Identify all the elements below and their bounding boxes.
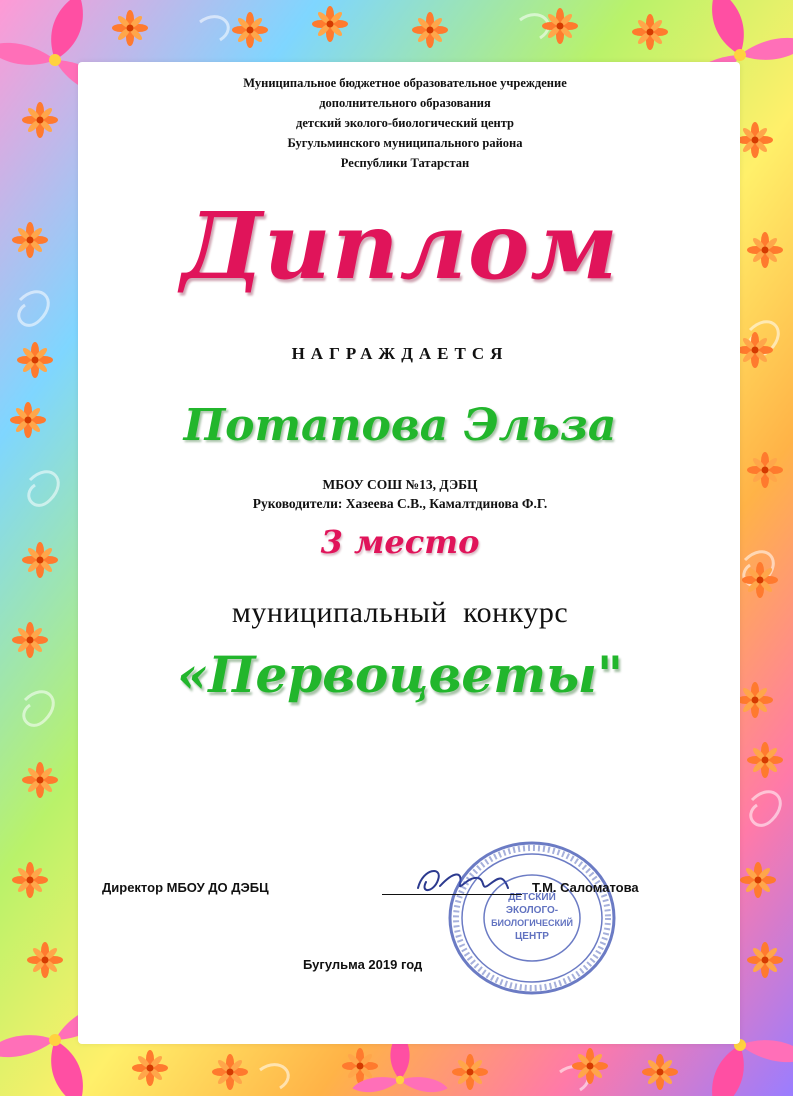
header-line: детский эколого-биологический центр <box>296 116 514 130</box>
stamp-text: БИОЛОГИЧЕСКИЙ <box>491 918 573 928</box>
header-line: Муниципальное бюджетное образовательное учреждение <box>243 76 567 90</box>
stamp-text: ЦЕНТР <box>515 931 549 942</box>
header-line: дополнительного образования <box>319 96 491 110</box>
signatory-name: Т.М. Саломатова <box>532 880 639 895</box>
signature-line <box>382 894 522 895</box>
supervisors-line: Руководители: Хазеева С.В., Камалтдинова Ф.Г. <box>252 496 548 511</box>
organization-header <box>120 73 690 173</box>
awarded-label: НАГРАЖДАЕТСЯ <box>291 344 509 363</box>
diploma-title: Диплом <box>181 192 619 300</box>
official-stamp <box>445 838 620 998</box>
school-line: МБОУ СОШ №13, ДЭБЦ <box>322 477 478 492</box>
city-year: Бугульма 2019 год <box>303 957 423 972</box>
school-info <box>100 475 700 513</box>
contest-name: «Первоцветы" <box>176 645 624 704</box>
signatory-role: Директор МБОУ ДО ДЭБЦ <box>102 880 269 895</box>
header-line: Бугульминского муниципального района <box>287 136 523 150</box>
contest-type: муниципальный конкурс <box>231 596 569 629</box>
place-award: 3 место <box>320 523 480 561</box>
signature-row <box>102 878 702 902</box>
header-line: Республики Татарстан <box>340 156 470 170</box>
stamp-text: ДЕТСКИЙ <box>508 892 556 903</box>
stamp-text: ЭКОЛОГО- <box>505 905 559 916</box>
recipient-name: Потапова Эльза <box>183 400 617 451</box>
